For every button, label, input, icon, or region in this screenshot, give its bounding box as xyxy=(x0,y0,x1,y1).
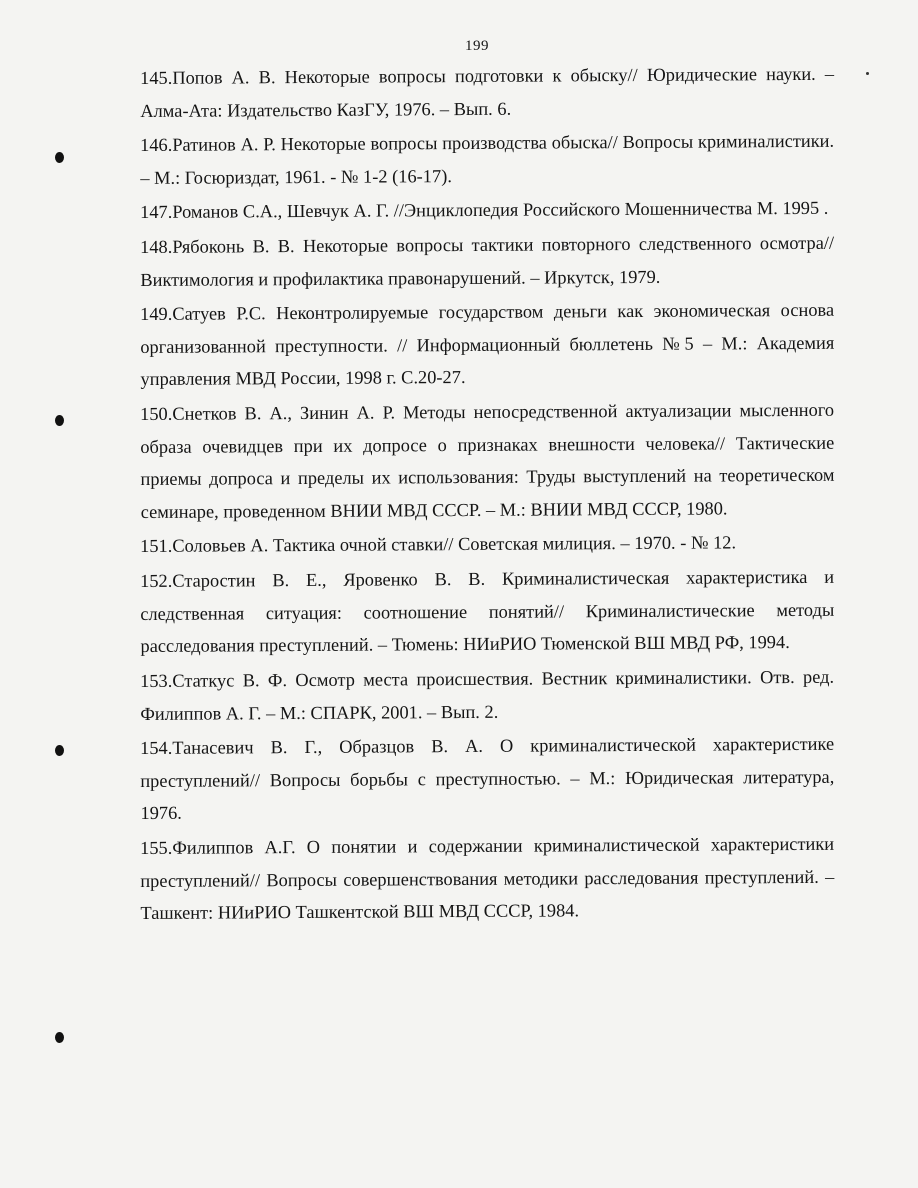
bibliography-list xyxy=(140,62,834,931)
bibliography-entry-150: 150.Снетков В. А., Зинин А. Р. Методы непосредственной актуализации мысленного образа очевидцев при их допросе о признаках внешности человека// Тактические приемы допроса и пределы их использования: Труды выступлений на теоретическом семинаре, проведенном ВНИИ МВД СССР. – М.: ВНИИ МВД СССР, 1980. xyxy=(140,399,835,522)
punch-hole-mark xyxy=(55,152,64,163)
bibliography-entry-145: 145.Попов А. В. Некоторые вопросы подготовки к обыску// Юридические науки. – Алма-Ата: Издательство КазГУ, 1976. – Вып. 6. xyxy=(140,63,835,121)
punch-hole-mark xyxy=(55,415,64,426)
bibliography-entry-154: 154.Танасевич В. Г., Образцов В. А. О криминалистической характеристике преступлений// Вопросы борьбы с преступностью. – М.: Юридическая литература, 1976. xyxy=(140,733,835,824)
punch-hole-mark xyxy=(55,745,64,756)
page-number: 199 xyxy=(465,38,489,54)
bibliography-entry-151: 151.Соловьев А. Тактика очной ставки// Советская милиция. – 1970. - № 12. xyxy=(140,532,737,557)
scan-speck xyxy=(866,72,869,75)
bibliography-entry-146: 146.Ратинов А. Р. Некоторые вопросы производства обыска// Вопросы криминалистики. – М.: Госюриздат, 1961. - № 1-2 (16-17). xyxy=(140,130,835,188)
bibliography-entry-148: 148.Рябоконь В. В. Некоторые вопросы тактики повторного следственного осмотра// Виктимология и профилактика правонарушений. – Иркутск, 1979. xyxy=(140,232,835,290)
bibliography-entry-155: 155.Филиппов А.Г. О понятии и содержании криминалистической характеристики преступлений// Вопросы совершенствования методики расследования преступлений. – Ташкент: НИиРИО Ташкентской ВШ МВД СССР, 1984. xyxy=(140,833,835,923)
punch-hole-mark xyxy=(55,1032,64,1043)
bibliography-entry-149: 149.Сатуев Р.С. Неконтролируемые государством деньги как экономическая основа организованной преступности. // Информационный бюллетень №5 – М.: Академия управления МВД России, 1998 г. С.20-27. xyxy=(140,299,835,390)
bibliography-entry-153: 153.Статкус В. Ф. Осмотр места происшествия. Вестник криминалистики. Отв. ред. Филиппов А. Г. – М.: СПАРК, 2001. – Вып. 2. xyxy=(140,666,835,724)
bibliography-entry-152: 152.Старостин В. Е., Яровенко В. В. Криминалистическая характеристика и следственная ситуация: соотношение понятий// Криминалистические методы расследования преступлений. – Тюмень: НИиРИО Тюменской ВШ МВД РФ, 1994. xyxy=(140,566,835,657)
bibliography-entry-147: 147.Романов С.А., Шевчук А. Г. //Энциклопедия Российского Мошенничества М. 1995 . xyxy=(140,198,829,223)
